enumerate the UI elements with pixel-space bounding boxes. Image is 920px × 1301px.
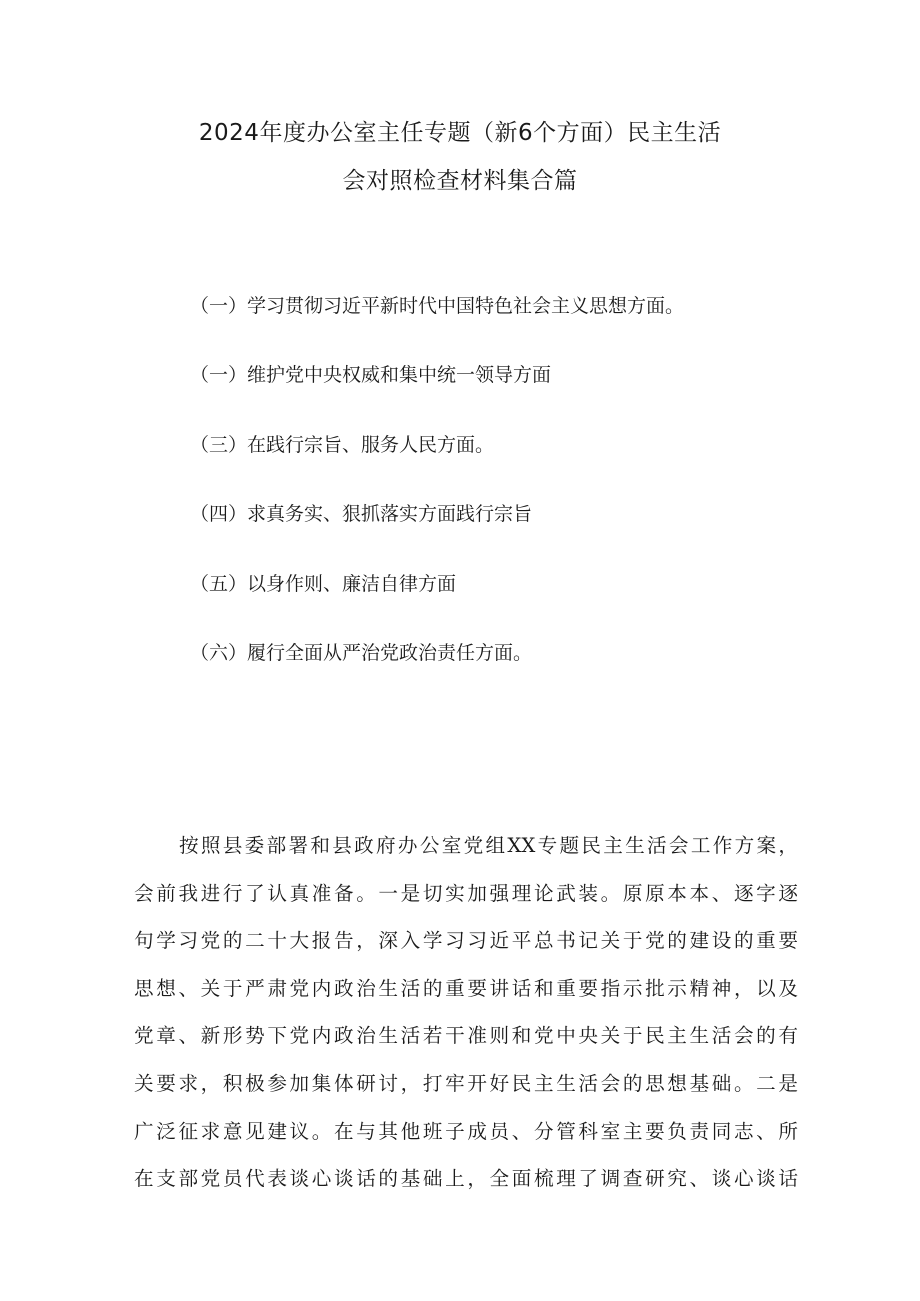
section-list — [190, 290, 830, 706]
section-item-4: （四）求真务实、狠抓落实方面践行宗旨 — [190, 503, 533, 526]
body-paragraph — [134, 822, 798, 1203]
body-line: 会前我进行了认真准备。一是切实加强理论武装。原原本本、逐字逐 — [134, 881, 798, 905]
document-title-line-1: 2024年度办公室主任专题（新6个方面）民主生活 — [198, 120, 722, 146]
section-item-6: （六）履行全面从严治党政治责任方面。 — [190, 641, 533, 664]
document-title-line-2: 会对照检查材料集合篇 — [342, 168, 578, 194]
body-line: 思想、关于严肃党内政治生活的重要讲话和重要指示批示精神，以及 — [134, 976, 798, 1000]
section-item-5: （五）以身作则、廉洁自律方面 — [190, 572, 457, 595]
section-item-1: （一）学习贯彻习近平新时代中国特色社会主义思想方面。 — [190, 295, 685, 317]
body-line: 句学习党的二十大报告，深入学习习近平总书记关于党的建设的重要 — [134, 929, 798, 953]
section-item-3: （三）在践行宗旨、服务人民方面。 — [190, 433, 495, 456]
section-item-2: （一）维护党中央权威和集中统一领导方面 — [190, 364, 552, 387]
body-line: 党章、新形势下党内政治生活若干准则和党中央关于民主生活会的有 — [134, 1024, 798, 1048]
body-line: 关要求，积极参加集体研讨，打牢开好民主生活会的思想基础。二是 — [134, 1071, 798, 1095]
body-line: 在支部党员代表谈心谈话的基础上，全面梳理了调查研究、谈心谈话 — [134, 1167, 798, 1191]
body-line: 广泛征求意见建议。在与其他班子成员、分管科室主要负责同志、所 — [134, 1119, 798, 1143]
body-line: 按照县委部署和县政府办公室党组XX专题民主生活会工作方案， — [179, 834, 798, 857]
